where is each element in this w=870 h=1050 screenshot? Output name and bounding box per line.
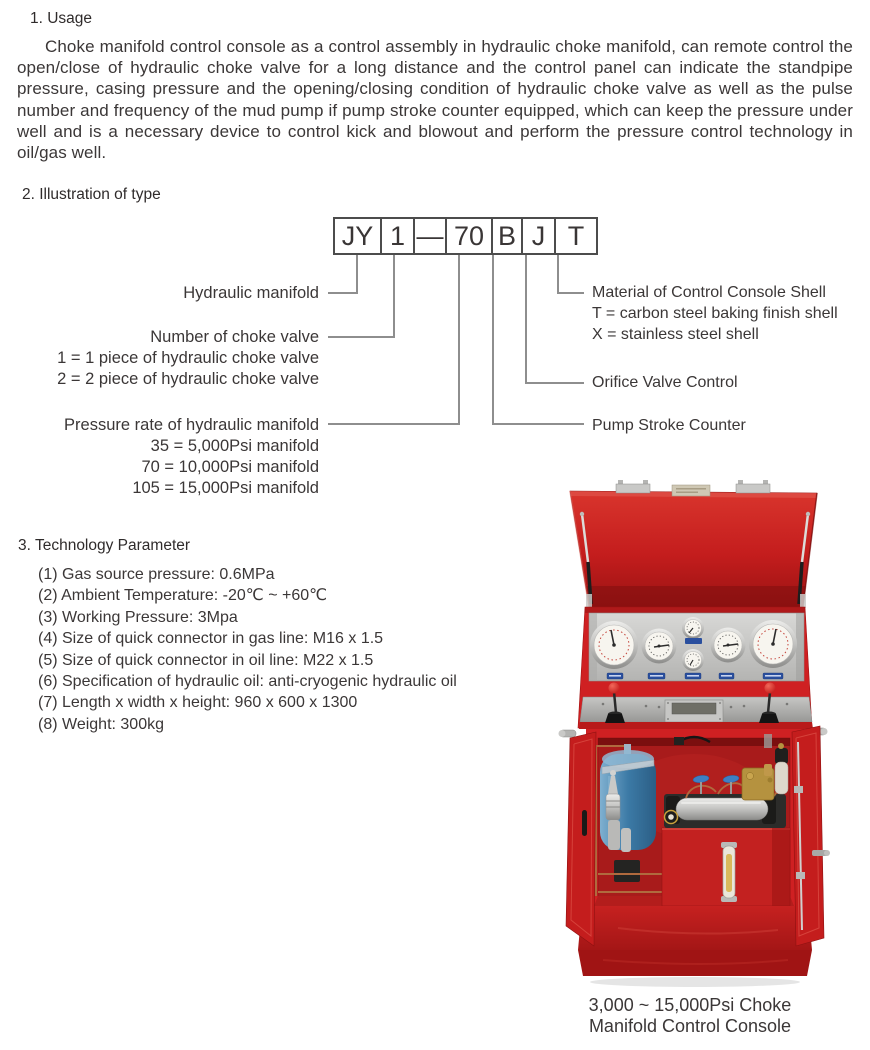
connector-70-vertical <box>458 255 460 424</box>
type-code-cell: — <box>415 219 447 253</box>
connector-1-vertical <box>393 255 395 337</box>
connector-j-vertical <box>525 255 527 383</box>
mini-nameplate <box>685 638 702 644</box>
shelf-front-lip <box>579 722 813 729</box>
tech-item: (7) Length x width x height: 960 x 600 x 1300 <box>38 694 358 712</box>
pressure-gauge-medium-right <box>711 628 746 663</box>
ground-shadow <box>590 977 800 987</box>
pressure-gauge-large-left <box>590 621 638 669</box>
type-code-cell: J <box>523 219 556 253</box>
technology-parameter-list <box>38 564 457 735</box>
type-code-cell: 70 <box>447 219 493 253</box>
pressure-gauge-small-bottom <box>682 649 704 671</box>
lid-clasp <box>736 480 770 493</box>
cabinet-door-right <box>792 726 830 946</box>
connector-jy-vertical <box>356 255 358 293</box>
connector-t-vertical <box>557 255 559 293</box>
tech-item: (1) Gas source pressure: 0.6MPa <box>38 566 275 583</box>
cable-box <box>674 737 684 745</box>
section2-heading: 2. Illustration of type <box>22 186 161 203</box>
brass-valve-block <box>742 764 774 800</box>
type-code-cell: T <box>567 220 585 251</box>
console-lid <box>570 480 817 608</box>
tech-item: (8) Weight: 300kg <box>38 715 164 733</box>
label-105-manifold: 105 = 15,000Psi manifold <box>132 479 319 497</box>
label-one-piece: 1 = 1 piece of hydraulic choke valve <box>57 349 319 367</box>
pressure-gauge-medium-left <box>642 629 677 664</box>
tech-item: (3) Working Pressure: 3Mpa <box>38 608 238 626</box>
label-pump-stroke-counter: Pump Stroke Counter <box>592 417 746 434</box>
pressure-gauge-large-right <box>749 620 797 668</box>
valve-block <box>614 860 640 882</box>
console-control-panel <box>559 607 828 737</box>
label-material-shell: Material of Control Console Shell <box>592 284 826 301</box>
console-cabinet <box>586 729 804 919</box>
label-carbon-steel: T = carbon steel baking finish shell <box>592 305 838 322</box>
oil-sight-glass <box>721 842 737 902</box>
connector-1-horizontal <box>328 336 395 338</box>
section3-heading: 3. Technology Parameter <box>18 537 191 554</box>
tech-item: (4) Size of quick connector in gas line: M16 x 1.5 <box>38 630 384 648</box>
door-latch <box>812 850 830 856</box>
lid-nameplate <box>672 485 710 496</box>
label-stainless-steel: X = stainless steel shell <box>592 326 759 343</box>
oil-filter-cylinder <box>775 743 788 794</box>
label-orifice-valve-control: Orifice Valve Control <box>592 374 738 391</box>
caption-line2: Manifold Control Console <box>588 1016 792 1036</box>
photo-caption <box>558 995 822 1037</box>
tech-item: (6) Specification of hydraulic oil: anti-cryogenic hydraulic oil <box>38 673 457 691</box>
connector-t-horizontal <box>557 292 584 294</box>
label-35-manifold: 35 = 5,000Psi manifold <box>150 437 319 455</box>
connector-b-vertical <box>492 255 494 424</box>
connector-j-horizontal <box>525 382 584 384</box>
label-two-piece: 2 = 2 piece of hydraulic choke valve <box>57 370 319 388</box>
bracket <box>764 734 772 748</box>
type-code-box <box>333 217 598 255</box>
label-70-manifold: 70 = 10,000Psi manifold <box>141 458 319 476</box>
label-pressure-rate: Pressure rate of hydraulic manifold <box>64 416 319 434</box>
type-code-cell: B <box>493 219 523 253</box>
connector-jy-horizontal <box>328 292 358 294</box>
connector-70-horizontal <box>328 423 460 425</box>
console-photo <box>558 476 868 991</box>
section1-heading: 1. Usage <box>30 10 93 27</box>
connector-b-horizontal <box>492 423 584 425</box>
caption-line1: 3,000 ~ 15,000Psi Choke <box>588 995 792 1015</box>
pump-stroke-counter-box <box>665 700 723 722</box>
pressure-gauge-small-top <box>682 617 704 639</box>
label-hydraulic-manifold: Hydraulic manifold <box>183 284 319 302</box>
type-code-cell: JY <box>335 219 382 253</box>
side-handle-left <box>559 730 577 737</box>
lid-clasp <box>616 480 650 493</box>
door-handle <box>582 810 587 836</box>
tech-item: (5) Size of quick connector in oil line: M22 x 1.5 <box>38 651 374 669</box>
label-number-of-choke-valve: Number of choke valve <box>150 328 319 346</box>
type-code-cell: 1 <box>382 219 415 253</box>
tech-item: (2) Ambient Temperature: -20℃ ~ +60℃ <box>38 587 328 605</box>
usage-paragraph: Choke manifold control console as a control assembly in hydraulic choke manifold, can remote control the open/close of hydraulic choke valve for a long distance and the control panel can indicate the standpipe pressure, casing pressure and the opening/closing condition of hydraulic choke valve as well as the pulse number and frequency of the mud pump if pump stroke counter equipped, which can keep the pressure under well and is a necessary device to control kick and blowout and perform the pressure control technology in oil/gas well. <box>17 37 853 163</box>
console-base <box>578 906 812 976</box>
cabinet-door-left <box>566 732 596 946</box>
